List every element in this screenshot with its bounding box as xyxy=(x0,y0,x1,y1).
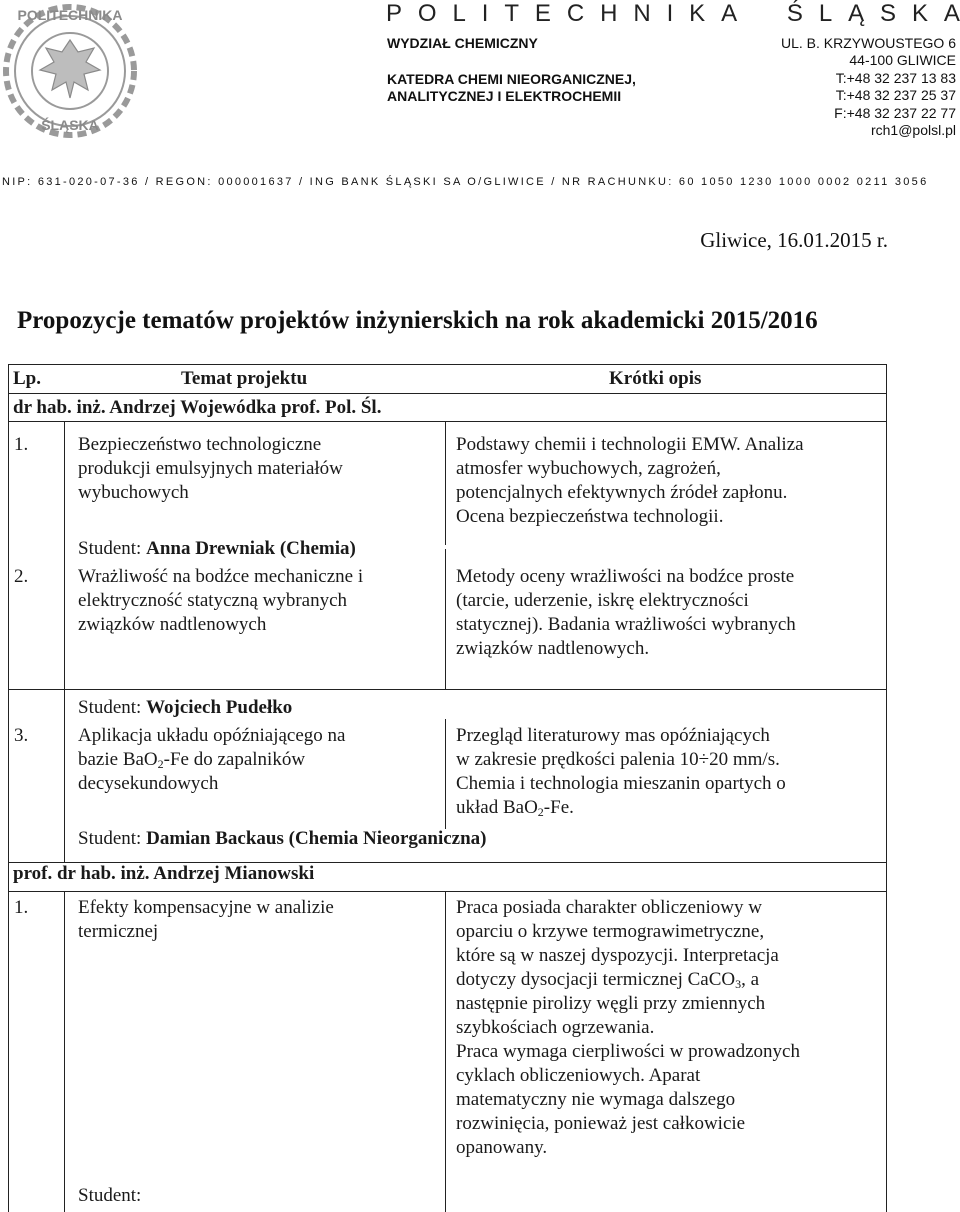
svg-text:POLITECHNIKA: POLITECHNIKA xyxy=(17,7,123,23)
project-desc-line: atmosfer wybuchowych, zagrożeń, xyxy=(456,458,721,479)
supervisor-heading: dr hab. inż. Andrzej Wojewódka prof. Pol. Śl. xyxy=(13,397,382,418)
project-topic-line: termicznej xyxy=(78,921,159,942)
project-desc-line: Ocena bezpieczeństwa technologii. xyxy=(456,506,724,527)
row-divider xyxy=(9,689,886,690)
project-desc-line: (tarcie, uderzenie, iskrę elektryczności xyxy=(456,590,749,611)
row-divider xyxy=(9,891,886,892)
chair-name-line1: KATEDRA CHEMI NIEORGANICZNEJ, xyxy=(387,71,636,87)
student-line: Student: Damian Backaus (Chemia Nieorganiczna) xyxy=(78,828,487,849)
project-desc-line: dotyczy dysocjacji termicznej CaCO$_3$, a xyxy=(456,969,760,991)
student-name: Anna Drewniak (Chemia) xyxy=(146,538,356,559)
phone-1: T:+48 32 237 13 83 xyxy=(835,70,956,86)
project-topic-line: elektryczność statyczną wybranych xyxy=(78,590,348,611)
student-line: Student: Wojciech Pudełko xyxy=(78,697,293,718)
document-date: Gliwice, 16.01.2015 r. xyxy=(700,228,888,252)
project-desc-line: cyklach obliczeniowych. Aparat xyxy=(456,1065,701,1086)
row-divider xyxy=(9,393,886,394)
faculty-name: WYDZIAŁ CHEMICZNY xyxy=(387,35,538,51)
project-number: 3. xyxy=(14,725,29,746)
phone-2: T:+48 32 237 25 37 xyxy=(835,87,956,103)
student-line: Student: Anna Drewniak (Chemia) xyxy=(78,538,356,559)
col-header-desc: Krótki opis xyxy=(609,368,702,389)
student-line: Student: xyxy=(78,1185,142,1206)
fax: F:+48 32 237 22 77 xyxy=(834,105,956,121)
column-divider xyxy=(64,421,65,862)
column-divider xyxy=(64,891,65,1212)
project-desc-line: statycznej). Badania wrażliwości wybranych xyxy=(456,614,796,635)
project-desc-line: które są w naszej dyspozycji. Interpretacja xyxy=(456,945,779,966)
university-name: P O L I T E C H N I K A Ś L Ą S K A xyxy=(386,0,960,27)
project-desc-line: szybkościach ogrzewania. xyxy=(456,1017,655,1038)
project-topic-line: Aplikacja układu opóźniającego na xyxy=(78,725,346,746)
project-desc-line: Praca posiada charakter obliczeniowy w xyxy=(456,897,762,918)
project-desc-line: następnie pirolizy węgli przy zmiennych xyxy=(456,993,766,1014)
address-street: UL. B. KRZYWOUSTEGO 6 xyxy=(780,35,956,51)
project-desc-line: opanowany. xyxy=(456,1137,548,1158)
project-topic-line: decysekundowych xyxy=(78,773,219,794)
project-desc-line: Przegląd literaturowy mas opóźniających xyxy=(456,725,770,746)
project-desc-line: Metody oceny wrażliwości na bodźce proste xyxy=(456,566,795,587)
col-header-topic: Temat projektu xyxy=(181,368,308,389)
student-name: Damian Backaus (Chemia Nieorganiczna) xyxy=(146,828,487,849)
column-divider xyxy=(445,891,446,1212)
project-desc-line: potencjalnych efektywnych źródeł zapłonu. xyxy=(456,482,788,503)
supervisor-heading: prof. dr hab. inż. Andrzej Mianowski xyxy=(13,863,315,884)
project-desc-line: rozwinięcia, ponieważ jest całkowicie xyxy=(456,1113,746,1134)
project-desc-line: układ BaO$_2$-Fe. xyxy=(456,797,574,819)
student-name: Wojciech Pudełko xyxy=(146,697,293,718)
project-topic-line: produkcji emulsyjnych materiałów xyxy=(78,458,343,479)
project-desc-line: Praca wymaga cierpliwości w prowadzonych xyxy=(456,1041,800,1062)
svg-text:ŚLĄSKA: ŚLĄSKA xyxy=(41,117,99,133)
column-divider xyxy=(445,421,446,545)
column-divider xyxy=(445,719,446,829)
row-divider xyxy=(9,421,886,422)
project-number: 1. xyxy=(14,434,29,455)
project-desc-line: Podstawy chemii i technologii EMW. Analiza xyxy=(456,434,804,455)
project-desc-line: matematyczny nie wymaga dalszego xyxy=(456,1089,736,1110)
project-desc-line: w zakresie prędkości palenia 10÷20 mm/s. xyxy=(456,749,780,770)
project-number: 2. xyxy=(14,566,29,587)
project-number: 1. xyxy=(14,897,29,918)
project-topic-line: Wrażliwość na bodźce mechaniczne i xyxy=(78,566,364,587)
column-divider xyxy=(445,549,446,689)
project-desc-line: związków nadtlenowych. xyxy=(456,638,650,659)
project-topic-line: bazie BaO$_2$-Fe do zapalników xyxy=(78,749,306,771)
project-topic-line: wybuchowych xyxy=(78,482,189,503)
email-link[interactable]: rch1@polsl.pl xyxy=(870,122,956,138)
project-topic-line: związków nadtlenowych xyxy=(78,614,267,635)
address-city: 44-100 GLIWICE xyxy=(849,52,956,68)
project-topic-line: Bezpieczeństwo technologiczne xyxy=(78,434,322,455)
col-header-lp: Lp. xyxy=(13,368,41,389)
project-desc-line: oparciu o krzywe termograwimetryczne, xyxy=(456,921,765,942)
project-desc-line: Chemia i technologia mieszanin opartych o xyxy=(456,773,786,794)
polsl-logo xyxy=(2,0,138,142)
chair-name-line2: ANALITYCZNEJ I ELEKTROCHEMII xyxy=(387,88,622,104)
company-ids: NIP: 631-020-07-36 / REGON: 000001637 / ING BANK ŚLĄSKI SA O/GLIWICE / NR RACHUNKU: 60 1050 1230 1000 0002 0211 3056 xyxy=(2,176,929,188)
project-topic-line: Efekty kompensacyjne w analizie xyxy=(78,897,334,918)
document-title: Propozycje tematów projektów inżynierskich na rok akademicki 2015/2016 xyxy=(17,307,818,334)
